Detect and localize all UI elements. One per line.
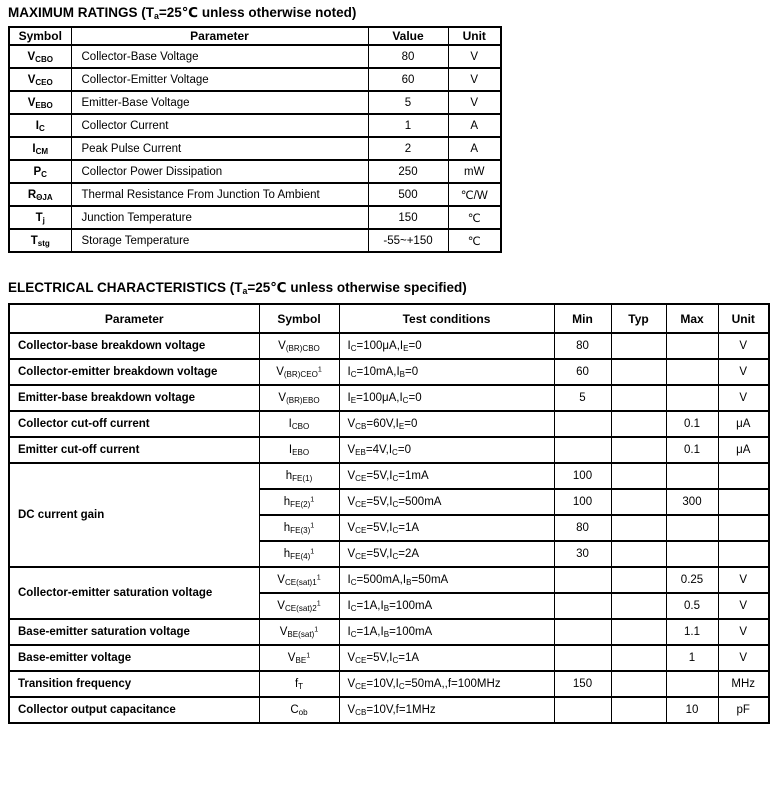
cell-max bbox=[666, 515, 718, 541]
cell-value: 500 bbox=[368, 183, 448, 206]
cell-typ bbox=[611, 697, 666, 723]
cell-max bbox=[666, 541, 718, 567]
cell-symbol: $R_{\Theta JA}$ bbox=[9, 183, 71, 206]
cell-test-conditions: $I_C=1A,I_B=100mA$ bbox=[339, 593, 554, 619]
cell-symbol: $V_{(BR)CEO}^1$ bbox=[259, 359, 339, 385]
cell-unit: V bbox=[718, 385, 769, 411]
column-header-unit: Unit bbox=[718, 304, 769, 333]
cell-unit: ℃/W bbox=[448, 183, 501, 206]
cell-max: 1.1 bbox=[666, 619, 718, 645]
cell-min: 100 bbox=[554, 463, 611, 489]
cell-symbol: $V_{BE(sat)}^1$ bbox=[259, 619, 339, 645]
column-header-parameter: Parameter bbox=[71, 27, 368, 45]
cell-test-conditions: $I_C=100\mu A,I_E=0$ bbox=[339, 333, 554, 359]
column-header-symbol: Symbol bbox=[9, 27, 71, 45]
cell-symbol: $V_{(BR)CBO}$ bbox=[259, 333, 339, 359]
cell-parameter: Collector-Base Voltage bbox=[71, 45, 368, 68]
cell-unit: V bbox=[718, 645, 769, 671]
cell-min bbox=[554, 567, 611, 593]
max-ratings-row bbox=[9, 206, 501, 229]
cell-parameter: Collector cut-off current bbox=[9, 411, 259, 437]
column-header-parameter: Parameter bbox=[9, 304, 259, 333]
cell-value: 2 bbox=[368, 137, 448, 160]
cell-max: 0.5 bbox=[666, 593, 718, 619]
cell-typ bbox=[611, 671, 666, 697]
max-ratings-row bbox=[9, 229, 501, 252]
cell-unit: V bbox=[718, 333, 769, 359]
cell-typ bbox=[611, 489, 666, 515]
cell-unit: V bbox=[718, 593, 769, 619]
cell-parameter: Collector Power Dissipation bbox=[71, 160, 368, 183]
cell-symbol: $I_C$ bbox=[9, 114, 71, 137]
cell-symbol: $V_{CE(sat)2}^1$ bbox=[259, 593, 339, 619]
cell-symbol: $h_{FE(4)}^1$ bbox=[259, 541, 339, 567]
cell-test-conditions: $V_{CE}=5V,I_C=500mA$ bbox=[339, 489, 554, 515]
column-header-value: Value bbox=[368, 27, 448, 45]
electrical-characteristics-title: ELECTRICAL CHARACTERISTICS ($T_a=25℃$ unless otherwise specified) bbox=[8, 280, 467, 297]
cell-min: 100 bbox=[554, 489, 611, 515]
cell-symbol: $C_{ob}$ bbox=[259, 697, 339, 723]
cell-parameter: Collector-base breakdown voltage bbox=[9, 333, 259, 359]
cell-typ bbox=[611, 593, 666, 619]
cell-min bbox=[554, 411, 611, 437]
cell-unit: ℃ bbox=[448, 229, 501, 252]
electrical-row bbox=[9, 671, 769, 697]
cell-value: 60 bbox=[368, 68, 448, 91]
cell-symbol: $h_{FE(2)}^1$ bbox=[259, 489, 339, 515]
maximum-ratings-table bbox=[8, 26, 502, 253]
cell-symbol: $V_{BE}^1$ bbox=[259, 645, 339, 671]
cell-unit: V bbox=[448, 91, 501, 114]
cell-value: -55~+150 bbox=[368, 229, 448, 252]
cell-symbol: $V_{CEO}$ bbox=[9, 68, 71, 91]
cell-symbol: $V_{EBO}$ bbox=[9, 91, 71, 114]
cell-max: 1 bbox=[666, 645, 718, 671]
max-ratings-row bbox=[9, 160, 501, 183]
cell-parameter: Junction Temperature bbox=[71, 206, 368, 229]
cell-unit: V bbox=[718, 619, 769, 645]
electrical-row bbox=[9, 619, 769, 645]
cell-parameter: Emitter-Base Voltage bbox=[71, 91, 368, 114]
cell-parameter: Collector output capacitance bbox=[9, 697, 259, 723]
electrical-row bbox=[9, 645, 769, 671]
column-header-typ: Typ bbox=[611, 304, 666, 333]
cell-min bbox=[554, 437, 611, 463]
max-ratings-row bbox=[9, 114, 501, 137]
cell-symbol: $I_{CM}$ bbox=[9, 137, 71, 160]
cell-value: 80 bbox=[368, 45, 448, 68]
cell-typ bbox=[611, 333, 666, 359]
cell-max: 0.1 bbox=[666, 411, 718, 437]
cell-min: 5 bbox=[554, 385, 611, 411]
cell-max: 0.1 bbox=[666, 437, 718, 463]
cell-typ bbox=[611, 619, 666, 645]
cell-typ bbox=[611, 645, 666, 671]
cell-max: 10 bbox=[666, 697, 718, 723]
cell-parameter: Collector-Emitter Voltage bbox=[71, 68, 368, 91]
max-ratings-title: MAXIMUM RATINGS ($T_a=25℃$ unless otherwise noted) bbox=[8, 5, 357, 22]
cell-symbol: $I_{EBO}$ bbox=[259, 437, 339, 463]
cell-min: 30 bbox=[554, 541, 611, 567]
cell-unit: V bbox=[718, 359, 769, 385]
cell-max: 300 bbox=[666, 489, 718, 515]
cell-symbol: $T_{stg}$ bbox=[9, 229, 71, 252]
cell-unit: V bbox=[448, 45, 501, 68]
cell-symbol: $V_{CBO}$ bbox=[9, 45, 71, 68]
cell-min: 150 bbox=[554, 671, 611, 697]
max-ratings-row bbox=[9, 183, 501, 206]
cell-max bbox=[666, 671, 718, 697]
cell-unit: ℃ bbox=[448, 206, 501, 229]
cell-typ bbox=[611, 437, 666, 463]
cell-value: 1 bbox=[368, 114, 448, 137]
cell-min: 80 bbox=[554, 515, 611, 541]
max-ratings-row bbox=[9, 137, 501, 160]
cell-max bbox=[666, 463, 718, 489]
cell-test-conditions: $I_C=1A,I_B=100mA$ bbox=[339, 619, 554, 645]
cell-typ bbox=[611, 515, 666, 541]
cell-parameter: Thermal Resistance From Junction To Ambient bbox=[71, 183, 368, 206]
cell-parameter: Collector-emitter saturation voltage bbox=[9, 567, 259, 619]
cell-max bbox=[666, 385, 718, 411]
cell-unit: A bbox=[448, 137, 501, 160]
cell-min: 80 bbox=[554, 333, 611, 359]
cell-min bbox=[554, 593, 611, 619]
electrical-row bbox=[9, 359, 769, 385]
cell-test-conditions: $V_{CE}=5V,I_C=1A$ bbox=[339, 645, 554, 671]
electrical-row bbox=[9, 385, 769, 411]
column-header-max: Max bbox=[666, 304, 718, 333]
max-ratings-header-row bbox=[9, 27, 501, 45]
cell-min bbox=[554, 697, 611, 723]
cell-parameter: Collector Current bbox=[71, 114, 368, 137]
electrical-row bbox=[9, 567, 769, 593]
cell-typ bbox=[611, 541, 666, 567]
cell-parameter: Peak Pulse Current bbox=[71, 137, 368, 160]
cell-min: 60 bbox=[554, 359, 611, 385]
cell-unit: A bbox=[448, 114, 501, 137]
cell-test-conditions: $V_{CE}=5V,I_C=1A$ bbox=[339, 515, 554, 541]
cell-max: 0.25 bbox=[666, 567, 718, 593]
cell-parameter: Base-emitter saturation voltage bbox=[9, 619, 259, 645]
cell-value: 150 bbox=[368, 206, 448, 229]
max-ratings-row bbox=[9, 91, 501, 114]
cell-unit bbox=[718, 489, 769, 515]
cell-parameter: Collector-emitter breakdown voltage bbox=[9, 359, 259, 385]
column-header-min: Min bbox=[554, 304, 611, 333]
cell-unit: pF bbox=[718, 697, 769, 723]
electrical-header-row bbox=[9, 304, 769, 333]
cell-typ bbox=[611, 385, 666, 411]
column-header-test-conditions: Test conditions bbox=[339, 304, 554, 333]
cell-unit bbox=[718, 541, 769, 567]
cell-min bbox=[554, 645, 611, 671]
cell-unit bbox=[718, 463, 769, 489]
cell-test-conditions: $V_{CB}=10V,f=1MHz$ bbox=[339, 697, 554, 723]
cell-test-conditions: $V_{CE}=5V,I_C=1mA$ bbox=[339, 463, 554, 489]
cell-test-conditions: $V_{CE}=5V,I_C=2A$ bbox=[339, 541, 554, 567]
cell-parameter: Emitter cut-off current bbox=[9, 437, 259, 463]
max-ratings-row bbox=[9, 68, 501, 91]
cell-parameter: Base-emitter voltage bbox=[9, 645, 259, 671]
cell-symbol: $h_{FE(3)}^1$ bbox=[259, 515, 339, 541]
cell-unit: μA bbox=[718, 411, 769, 437]
cell-value: 250 bbox=[368, 160, 448, 183]
cell-typ bbox=[611, 411, 666, 437]
cell-symbol: $I_{CBO}$ bbox=[259, 411, 339, 437]
electrical-row bbox=[9, 697, 769, 723]
cell-symbol: $V_{(BR)EBO}$ bbox=[259, 385, 339, 411]
cell-symbol: $f_T$ bbox=[259, 671, 339, 697]
cell-test-conditions: $V_{EB}=4V,I_C=0$ bbox=[339, 437, 554, 463]
cell-unit bbox=[718, 515, 769, 541]
column-header-unit: Unit bbox=[448, 27, 501, 45]
electrical-characteristics-body bbox=[9, 333, 769, 723]
cell-parameter: Emitter-base breakdown voltage bbox=[9, 385, 259, 411]
cell-min bbox=[554, 619, 611, 645]
electrical-characteristics-table bbox=[8, 303, 770, 724]
cell-symbol: $T_j$ bbox=[9, 206, 71, 229]
cell-test-conditions: $I_E=100\mu A,I_C=0$ bbox=[339, 385, 554, 411]
cell-max bbox=[666, 359, 718, 385]
max-ratings-row bbox=[9, 45, 501, 68]
cell-symbol: $P_C$ bbox=[9, 160, 71, 183]
electrical-row bbox=[9, 333, 769, 359]
cell-parameter: Storage Temperature bbox=[71, 229, 368, 252]
cell-unit: MHz bbox=[718, 671, 769, 697]
cell-unit: V bbox=[718, 567, 769, 593]
electrical-row bbox=[9, 463, 769, 489]
cell-parameter: DC current gain bbox=[9, 463, 259, 567]
maximum-ratings-body bbox=[9, 45, 501, 252]
cell-typ bbox=[611, 567, 666, 593]
cell-parameter: Transition frequency bbox=[9, 671, 259, 697]
cell-max bbox=[666, 333, 718, 359]
column-header-symbol: Symbol bbox=[259, 304, 339, 333]
electrical-row bbox=[9, 437, 769, 463]
cell-test-conditions: $I_C=10mA,I_B=0$ bbox=[339, 359, 554, 385]
cell-symbol: $V_{CE(sat)1}^1$ bbox=[259, 567, 339, 593]
cell-value: 5 bbox=[368, 91, 448, 114]
cell-typ bbox=[611, 359, 666, 385]
cell-typ bbox=[611, 463, 666, 489]
cell-test-conditions: $I_C=500mA,I_B=50mA$ bbox=[339, 567, 554, 593]
electrical-row bbox=[9, 411, 769, 437]
cell-symbol: $h_{FE(1)}$ bbox=[259, 463, 339, 489]
cell-unit: mW bbox=[448, 160, 501, 183]
cell-unit: μA bbox=[718, 437, 769, 463]
cell-test-conditions: $V_{CE}=10V,I_C=50mA,,f=100MHz$ bbox=[339, 671, 554, 697]
cell-unit: V bbox=[448, 68, 501, 91]
cell-test-conditions: $V_{CB}=60V,I_E=0$ bbox=[339, 411, 554, 437]
